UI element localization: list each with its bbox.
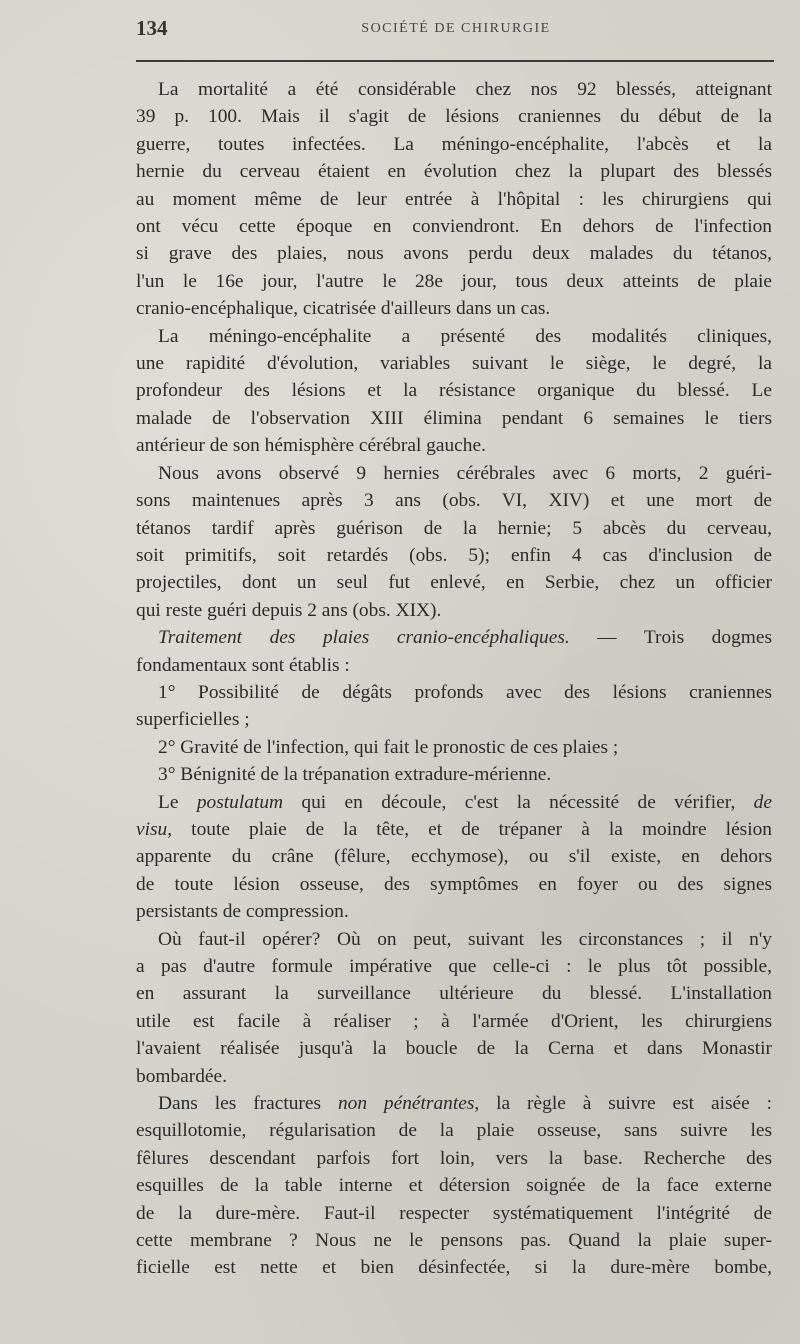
text-line: 39 p. 100. Mais il s'agit de lésions craniennes du début de la: [136, 106, 772, 128]
text-line: de toute lésion osseuse, des symptômes en foyer ou des signes: [136, 873, 772, 895]
text-line: Le postulatum qui en découle, c'est la nécessité de vérifier, de: [158, 791, 772, 813]
text-line: bombardée.: [136, 1065, 227, 1087]
text-line: apparente du crâne (fêlure, ecchymose), ou s'il existe, en dehors: [136, 846, 772, 868]
text-line: esquillotomie, régularisation de la plaie osseuse, sans suivre les: [136, 1120, 772, 1142]
text-line: fondamentaux sont établis :: [136, 654, 350, 676]
text-line: l'un le 16e jour, l'autre le 28e jour, tous deux atteints de plaie: [136, 270, 772, 292]
text-line: qui reste guéri depuis 2 ans (obs. XIX).: [136, 599, 442, 621]
page-header: [136, 16, 776, 46]
text-line: antérieur de son hémisphère cérébral gauche.: [136, 435, 486, 457]
text-line: ont vécu cette époque en conviendront. En dehors de l'infection: [136, 216, 772, 238]
text-line: fêlures descendant parfois fort loin, vers la base. Recherche des: [136, 1147, 772, 1169]
running-title: SOCIÉTÉ DE CHIRURGIE: [361, 21, 551, 36]
text-line: utile est facile à réaliser ; à l'armée d'Orient, les chirurgiens: [136, 1010, 772, 1032]
text-line: sons maintenues après 3 ans (obs. VI, XIV) et une mort de: [136, 490, 772, 512]
text-line: si grave des plaies, nous avons perdu deux malades du tétanos,: [136, 243, 772, 265]
text-line: superficielles ;: [136, 709, 250, 731]
text-line: visu, toute plaie de la tête, et de trépaner à la moindre lésion: [136, 818, 772, 840]
text-line: esquilles de la table interne et détersion soignée de la face externe: [136, 1175, 772, 1197]
text-line: tétanos tardif après guérison de la hernie; 5 abcès du cerveau,: [136, 517, 772, 539]
page-number: 134: [136, 16, 168, 40]
text-line: 3° Bénignité de la trépanation extradure-mérienne.: [158, 764, 552, 786]
text-line: Où faut-il opérer? Où on peut, suivant les circonstances ; il n'y: [158, 928, 772, 950]
text-line: Nous avons observé 9 hernies cérébrales avec 6 morts, 2 guéri-: [158, 462, 772, 484]
text-line: 2° Gravité de l'infection, qui fait le pronostic de ces plaies ;: [158, 736, 619, 758]
text-line: a pas d'autre formule impérative que celle-ci : le plus tôt possible,: [136, 956, 772, 977]
text-line: cranio-encéphalique, cicatrisée d'ailleurs dans un cas.: [136, 298, 551, 320]
text-line: de la dure-mère. Faut-il respecter systématiquement l'intégrité de: [136, 1202, 772, 1224]
header-rule: [136, 60, 774, 62]
text-line: ficielle est nette et bien désinfectée, si la dure-mère bombe,: [136, 1257, 772, 1279]
text-line: l'avaient réalisée jusqu'à la boucle de la Cerna et dans Monastir: [136, 1038, 772, 1060]
text-line: Dans les fractures non pénétrantes, la règle à suivre est aisée :: [158, 1093, 773, 1115]
text-line: au moment même de leur entrée à l'hôpital : les chirurgiens qui: [136, 188, 772, 210]
text-line: hernie du cerveau étaient en évolution chez la plupart des blessés: [136, 161, 772, 183]
text-line: La méningo-encéphalite a présenté des modalités cliniques,: [158, 325, 772, 347]
text-line: persistants de compression.: [136, 901, 349, 923]
text-line: La mortalité a été considérable chez nos 92 blessés, atteignant: [158, 79, 772, 100]
text-line: guerre, toutes infectées. La méningo-encéphalite, l'abcès et la: [136, 133, 772, 155]
text-line: soit primitifs, soit retardés (obs. 5); enfin 4 cas d'inclusion de: [136, 544, 772, 566]
text-line: profondeur des lésions et la résistance organique du blessé. Le: [136, 380, 772, 402]
text-line: Traitement des plaies cranio-encéphaliques. — Trois dogmes: [158, 627, 772, 649]
text-line: en assurant la surveillance ultérieure du blessé. L'installation: [136, 983, 772, 1005]
text-line: cette membrane ? Nous ne le pensons pas. Quand la plaie super-: [136, 1230, 772, 1252]
text-line: 1° Possibilité de dégâts profonds avec des lésions craniennes: [158, 681, 772, 703]
text-line: une rapidité d'évolution, variables suivant le siège, le degré, la: [136, 353, 772, 375]
text-line: projectiles, dont un seul fut enlevé, en Serbie, chez un officier: [136, 572, 772, 594]
text-line: malade de l'observation XIII élimina pendant 6 semaines le tiers: [136, 407, 772, 429]
body-text: [136, 76, 772, 1282]
